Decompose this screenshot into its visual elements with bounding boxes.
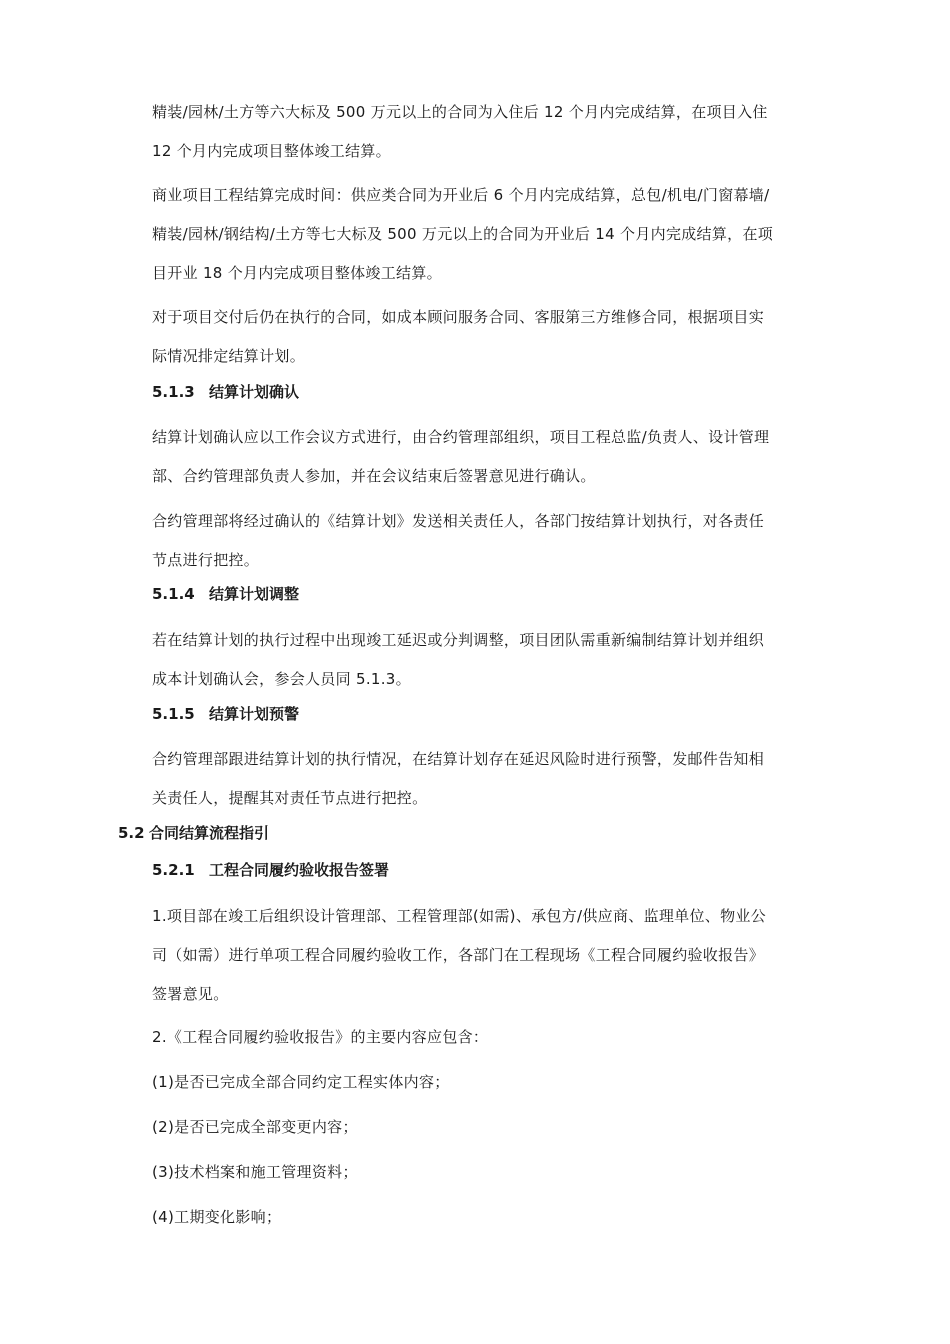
text-line: 关责任人，提醒其对责任节点进行把控。 [152, 789, 428, 807]
section-heading-5-1-3 [152, 382, 299, 402]
text-line: 对于项目交付后仍在执行的合同，如成本顾问服务合同、客服第三方维修合同，根据项目实 [152, 308, 765, 326]
text-line: 部、合约管理部负责人参加，并在会议结束后签署意见进行确认。 [152, 467, 596, 485]
paragraph-plan-adjustment [152, 621, 842, 699]
paragraph-residential-settlement-deadline [152, 93, 842, 171]
section-title: 合同结算流程指引 [149, 824, 270, 842]
text-line: 1.项目部在竣工后组织设计管理部、工程管理部(如需)、承包方/供应商、监理单位、物业公 [152, 907, 766, 925]
section-heading-5-1-4 [152, 584, 299, 604]
paragraph-plan-distribution [152, 502, 842, 580]
paragraph-plan-confirmation [152, 418, 842, 496]
text-line: 结算计划确认应以工作会议方式进行，由合约管理部组织，项目工程总监/负责人、设计管理 [152, 428, 770, 446]
text-line: 司（如需）进行单项工程合同履约验收工作，各部门在工程现场《工程合同履约验收报告》 [152, 946, 765, 964]
text-line: 目开业 18 个月内完成项目整体竣工结算。 [152, 264, 442, 282]
paragraph-report-contents-intro [152, 1018, 842, 1057]
section-heading-5-1-5 [152, 704, 299, 724]
text-line: (1)是否已完成全部合同约定工程实体内容； [152, 1073, 450, 1091]
text-line: 商业项目工程结算完成时间：供应类合同为开业后 6 个月内完成结算，总包/机电/门窗幕墙/ [152, 186, 770, 204]
text-line: 签署意见。 [152, 985, 229, 1003]
paragraph-post-delivery-contracts [152, 298, 842, 376]
paragraph-plan-warning [152, 740, 842, 818]
text-line: 精装/园林/钢结构/土方等七大标及 500 万元以上的合同为开业后 14 个月内完成结算，在项 [152, 225, 774, 243]
list-item-report-content-1 [152, 1063, 842, 1102]
section-number: 5.1.3 [152, 383, 195, 401]
list-item-report-content-3 [152, 1153, 842, 1192]
section-heading-5-2 [118, 823, 269, 843]
section-number: 5.1.4 [152, 585, 195, 603]
text-line: (3)技术档案和施工管理资料； [152, 1163, 358, 1181]
text-line: 12 个月内完成项目整体竣工结算。 [152, 142, 391, 160]
list-item-report-content-4 [152, 1198, 842, 1237]
text-line: 若在结算计划的执行过程中出现竣工延迟或分判调整，项目团队需重新编制结算计划并组织 [152, 631, 765, 649]
text-line: 际情况排定结算计划。 [152, 347, 306, 365]
text-line: (2)是否已完成全部变更内容； [152, 1118, 358, 1136]
paragraph-acceptance-report-procedure [152, 897, 842, 1014]
section-title: 结算计划确认 [209, 383, 300, 401]
section-title: 结算计划预警 [209, 705, 300, 723]
text-line: 合约管理部将经过确认的《结算计划》发送相关责任人，各部门按结算计划执行，对各责任 [152, 512, 765, 530]
text-line: 合约管理部跟进结算计划的执行情况，在结算计划存在延迟风险时进行预警，发邮件告知相 [152, 750, 765, 768]
section-title: 结算计划调整 [209, 585, 300, 603]
section-number: 5.2 [118, 824, 145, 842]
section-title: 工程合同履约验收报告签署 [209, 861, 390, 879]
text-line: (4)工期变化影响； [152, 1208, 282, 1226]
text-line: 精装/园林/土方等六大标及 500 万元以上的合同为入住后 12 个月内完成结算，在项目入住 [152, 103, 768, 121]
text-line: 2.《工程合同履约验收报告》的主要内容应包含： [152, 1028, 489, 1046]
text-line: 节点进行把控。 [152, 551, 260, 569]
list-item-report-content-2 [152, 1108, 842, 1147]
section-number: 5.2.1 [152, 861, 195, 879]
paragraph-commercial-settlement-deadline [152, 176, 842, 293]
section-heading-5-2-1 [152, 860, 389, 880]
section-number: 5.1.5 [152, 705, 195, 723]
text-line: 成本计划确认会，参会人员同 5.1.3。 [152, 670, 411, 688]
